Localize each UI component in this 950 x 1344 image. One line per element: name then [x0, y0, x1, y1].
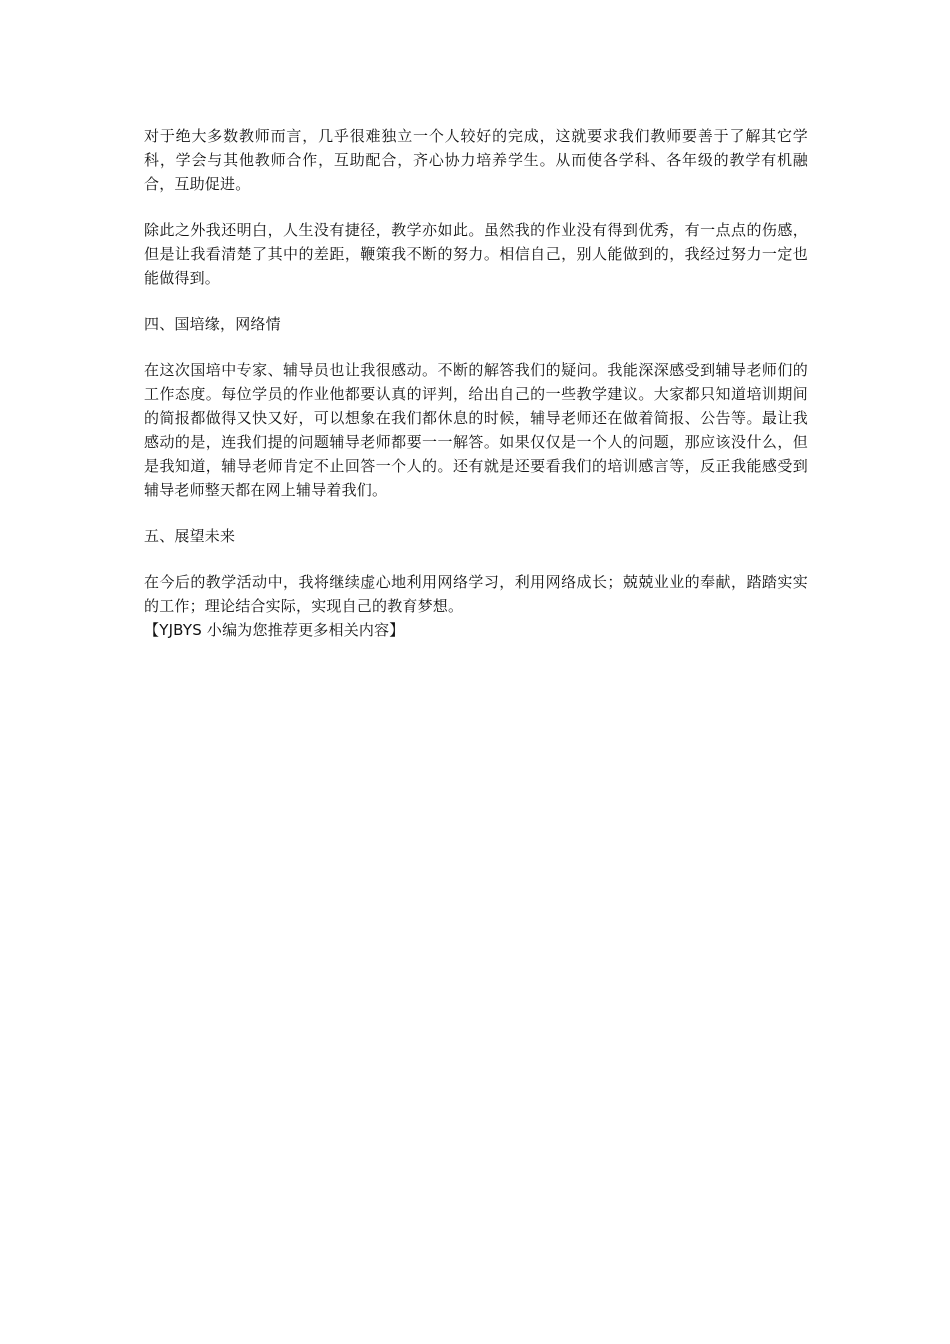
paragraph-teacher-cooperation: 对于绝大多数教师而言，几乎很难独立一个人较好的完成，这就要求我们教师要善于了解其它学科，学会与其他教师合作，互助配合，齐心协力培养学生。从而使各学科、各年级的教学有机融合，互助促进。 — [144, 127, 808, 193]
section-heading-four: 四、国培缘，网络情 — [144, 315, 281, 333]
paragraph-spacer — [144, 290, 808, 312]
section-heading-five: 五、展望未来 — [144, 527, 236, 545]
document-page — [144, 124, 808, 642]
paragraph-no-shortcut: 除此之外我还明白，人生没有捷径，教学亦如此。虽然我的作业没有得到优秀，有一点点的伤感，但是让我看清楚了其中的差距，鞭策我不断的努力。相信自己，别人能做到的，我经过努力一定也能做得到。 — [144, 221, 808, 287]
recommend-more-link[interactable]: 【YJBYS 小编为您推荐更多相关内容】 — [144, 621, 405, 639]
paragraph-spacer — [144, 336, 808, 358]
paragraph-spacer — [144, 196, 808, 218]
paragraph-spacer — [144, 548, 808, 570]
paragraph-future-outlook: 在今后的教学活动中，我将继续虚心地利用网络学习，利用网络成长；兢兢业业的奉献，踏踏实实的工作；理论结合实际，实现自己的教育梦想。 — [144, 573, 808, 615]
paragraph-tutors-moved: 在这次国培中专家、辅导员也让我很感动。不断的解答我们的疑问。我能深深感受到辅导老师们的工作态度。每位学员的作业他都要认真的评判，给出自己的一些教学建议。大家都只知道培训期间的简报都做得又快又好，可以想象在我们都休息的时候，辅导老师还在做着简报、公告等。最让我感动的是，连我们提的问题辅导老师都要一一解答。如果仅仅是一个人的问题，那应该没什么，但是我知道，辅导老师肯定不止回答一个人的。还有就是还要看我们的培训感言等，反正我能感受到辅导老师整天都在网上辅导着我们。 — [144, 361, 808, 499]
paragraph-spacer — [144, 502, 808, 524]
